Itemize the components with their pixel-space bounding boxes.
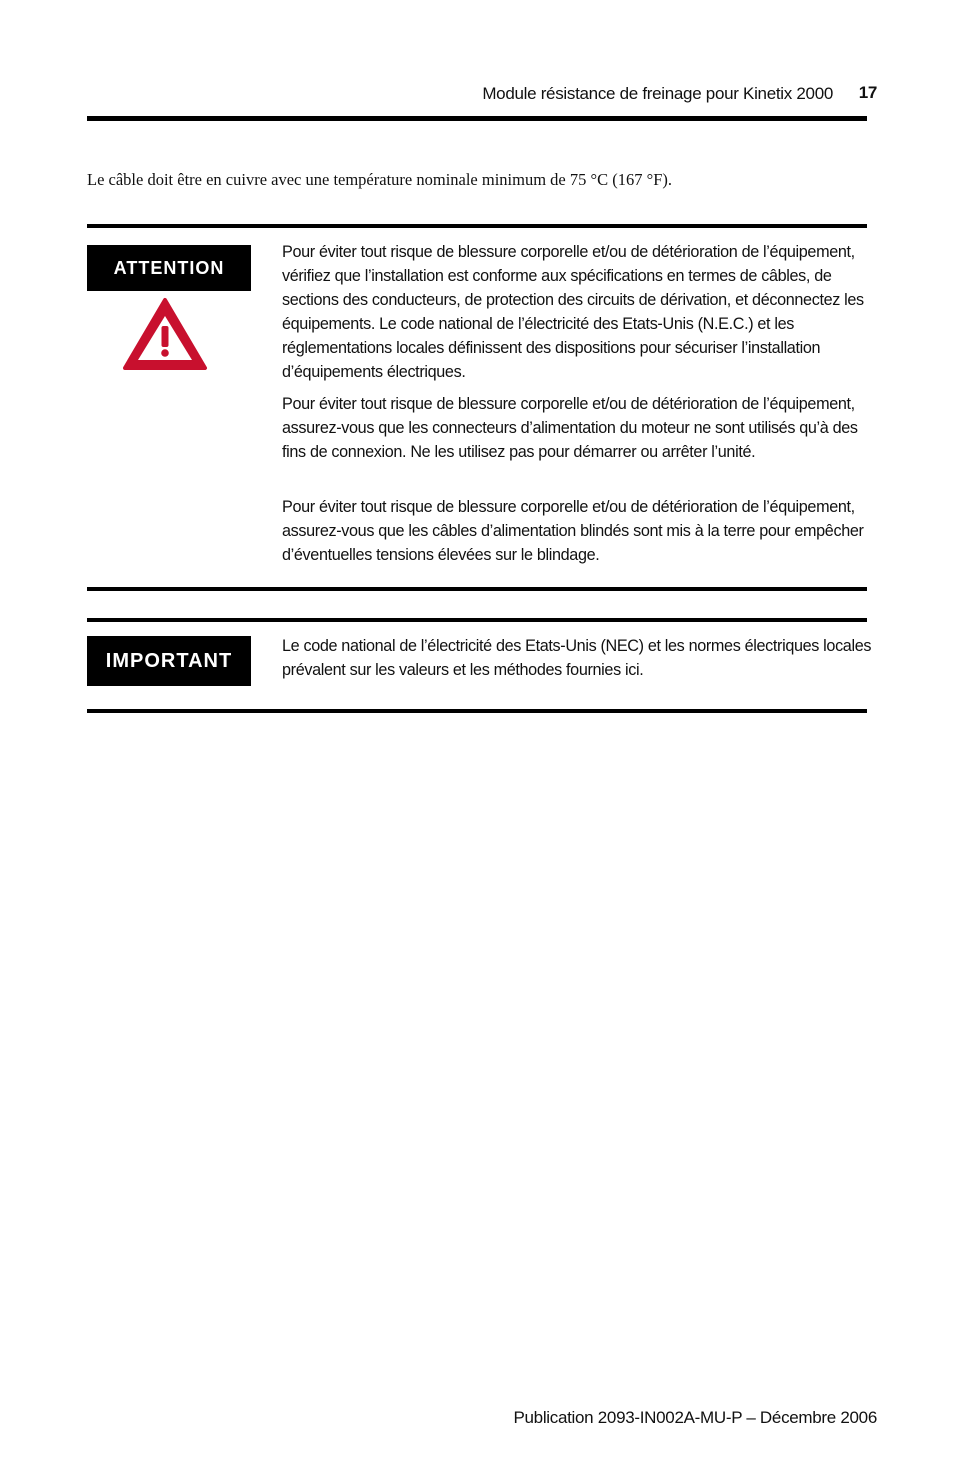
- warning-triangle-icon: [122, 296, 208, 372]
- attention-paragraph-2: [282, 392, 872, 464]
- attention-bottom-rule: [87, 587, 867, 591]
- attention-paragraph-text: Pour éviter tout risque de blessure corporelle et/ou de détérioration de l’équipement, assurez-vous que les câbles d’alimentation blindés sont mis à la terre pour empêcher d’éventuelles tensions élevées sur le blindage.: [282, 498, 864, 564]
- attention-paragraph-text: Pour éviter tout risque de blessure corporelle et/ou de détérioration de l’équipement, assurez-vous que les connecteurs d’alimentation du moteur ne sont utilisés qu’à des fins de connexion. Ne les utilisez pas pour démarrer ou arrêter l’unité.: [282, 395, 858, 461]
- publication-footer: Publication 2093-IN002A-MU-P – Décembre 2006: [513, 1408, 877, 1427]
- attention-paragraph-3: [282, 495, 872, 567]
- important-label: IMPORTANT: [87, 636, 251, 686]
- important-text: Le code national de l’électricité des Etats-Unis (NEC) et les normes électriques locales prévalent sur les valeurs et les méthodes fournies ici.: [282, 637, 872, 679]
- page-header: [87, 82, 877, 108]
- important-top-rule: [87, 618, 867, 622]
- attention-label: ATTENTION: [87, 245, 251, 291]
- important-paragraph: [282, 634, 872, 682]
- important-bottom-rule: [87, 709, 867, 713]
- attention-paragraph-1: [282, 240, 872, 384]
- page-number: 17: [858, 83, 877, 102]
- intro-text: Le câble doit être en cuivre avec une température nominale minimum de 75 °C (167 °F).: [87, 170, 672, 189]
- header-rule: [87, 116, 867, 121]
- header-title: Module résistance de freinage pour Kinetix 2000: [482, 84, 833, 103]
- attention-paragraph-text: Pour éviter tout risque de blessure corporelle et/ou de détérioration de l’équipement, vérifiez que l’installation est conforme aux spécifications en termes de câbles, de sections des conducteurs, de protection des circuits de dérivation, et déconnectez les équipements. Le code national de l’électricité des Etats-Unis (N.E.C.) et les réglementations locales définissent des dispositions pour sécuriser l’installation d’équipements électriques.: [282, 243, 864, 381]
- attention-top-rule: [87, 224, 867, 228]
